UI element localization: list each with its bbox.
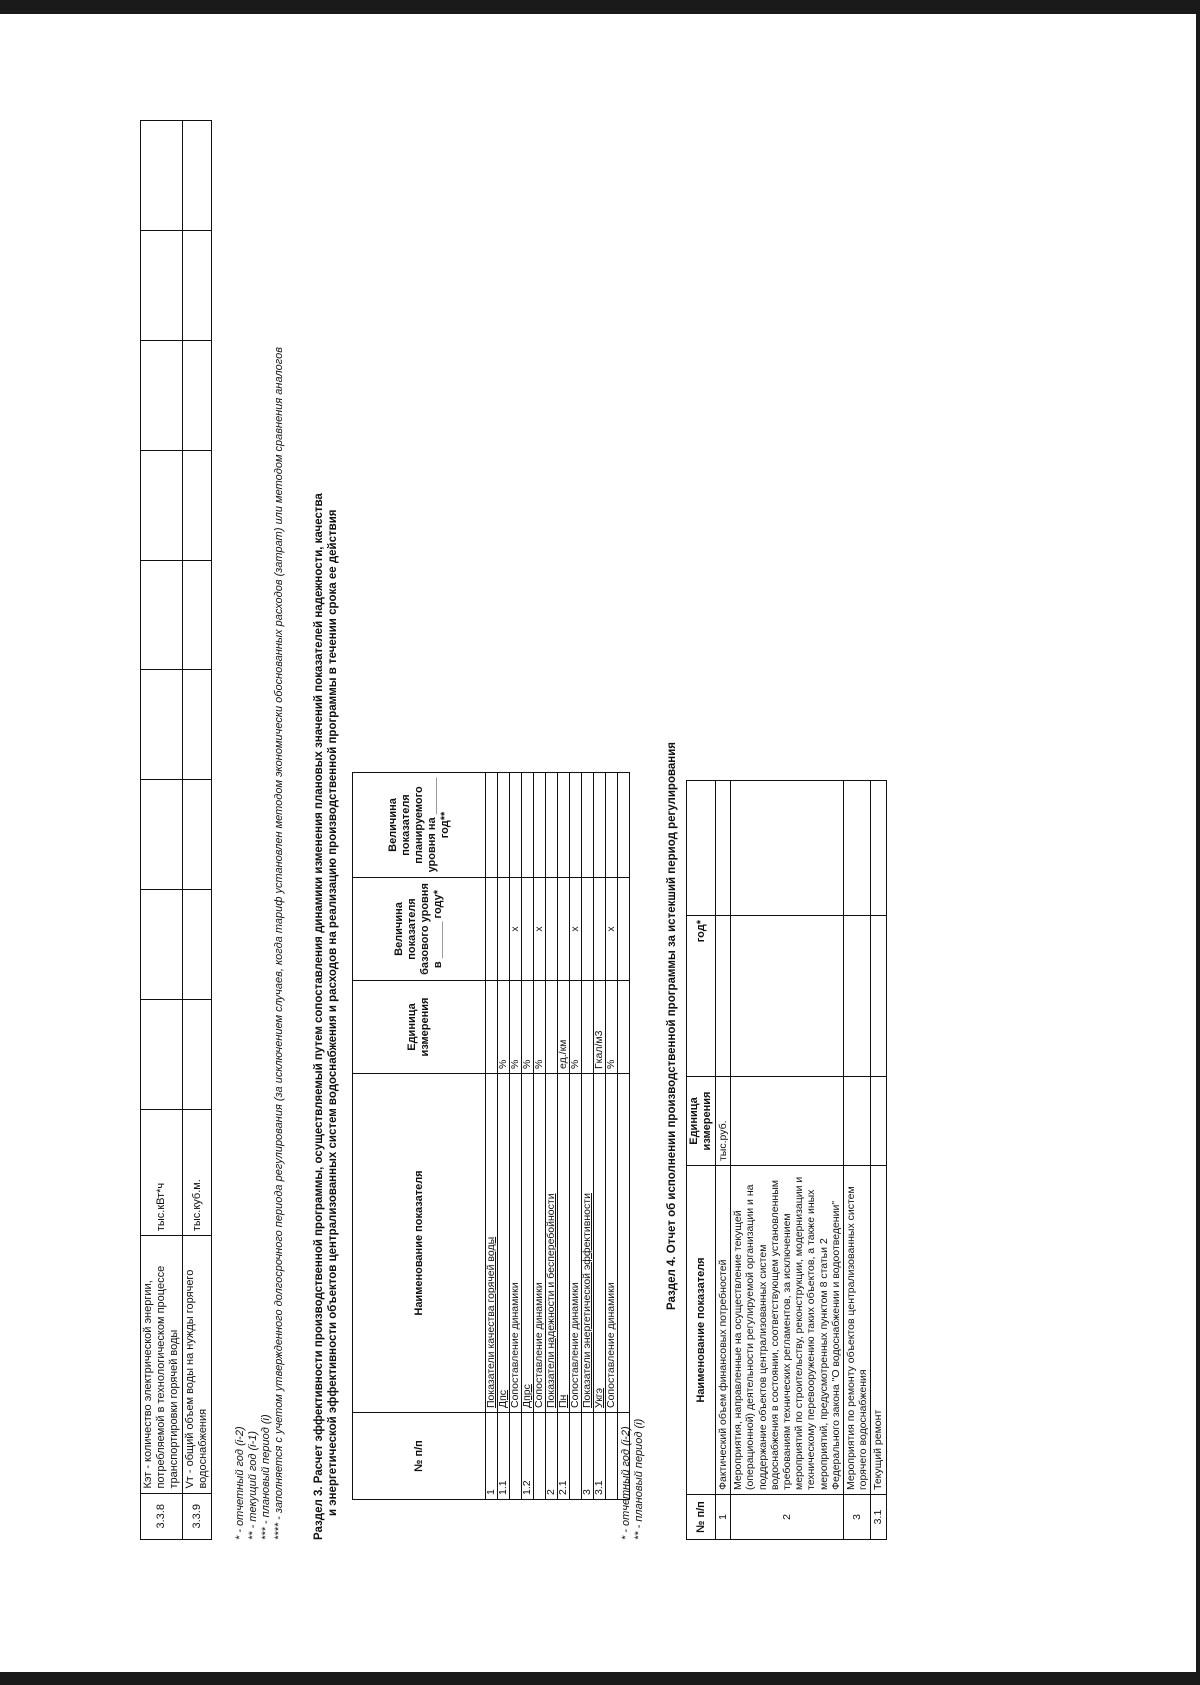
- row-plan-value: [486, 773, 498, 878]
- table-row: [731, 781, 844, 1540]
- row-unit: ед./км: [558, 981, 570, 1074]
- value-cell: [141, 670, 183, 780]
- row-number: 1.2: [522, 1413, 534, 1500]
- col-header-name: Наименование показателя: [687, 1166, 716, 1495]
- col-header-num: № п/п: [687, 1495, 716, 1540]
- row-name: Сопоставление динамики: [570, 1074, 582, 1413]
- row-name: Мероприятия, направленные на осуществление текущей (операционной) деятельности регулируемой организации и на поддержание объектов централизованных систем водоснабжения в состоянии, соответствующем установленным требованиям технических регламентов, за исключением мероприятий по строительству, реконструкции, модернизации и техническому перевооружению таких объектов, а также иных мероприятий, предусмотренных пунктом 8 статьи 2 Федерального закона "О водоснабжении и водоотведении": [731, 1166, 844, 1495]
- table-row: [618, 773, 630, 1500]
- row-unit: Гкал/м3: [594, 981, 606, 1074]
- row-year-value: [844, 916, 871, 1077]
- value-cell: [141, 890, 183, 1000]
- row-number: 1: [486, 1413, 498, 1500]
- row-name: Дпрс: [522, 1074, 534, 1413]
- row-base-value: х: [534, 878, 546, 981]
- row-plan-value: [618, 773, 630, 878]
- footnote: **** - заполняется с учетом утвержденного долгосрочного периода регулирования (за исключением случаев, когда тариф установлен методом экономически обоснованных расходов (затрат) или методом сравнения аналогов: [273, 347, 285, 1540]
- row-unit: %: [498, 981, 510, 1074]
- value-cell: [183, 1000, 212, 1110]
- value-cell: [141, 560, 183, 670]
- table-row: [558, 773, 570, 1500]
- value-cell: [141, 121, 183, 231]
- row-extra-value: [844, 781, 871, 916]
- table-header-row: [353, 773, 486, 1500]
- row-name: Сопоставление динамики: [534, 1074, 546, 1413]
- row-base-value: [546, 878, 558, 981]
- value-cell: [183, 890, 212, 1000]
- row-number: 2: [731, 1495, 844, 1540]
- row-name: Vт - общий объем воды на нужды горячего водоснабжения: [183, 1236, 212, 1493]
- row-name: Показатели качества горячей воды: [486, 1074, 498, 1413]
- row-number: 3.3.8: [141, 1493, 183, 1539]
- row-name: Пн: [558, 1074, 570, 1413]
- row-unit: %: [570, 981, 582, 1074]
- col-header-base: Величина показателя базового уровня в ______ году*: [353, 878, 486, 981]
- row-plan-value: [498, 773, 510, 878]
- row-unit: %: [522, 981, 534, 1074]
- table-row: [534, 773, 546, 1500]
- row-unit: %: [510, 981, 522, 1074]
- row-name: Укгэ: [594, 1074, 606, 1413]
- section-3-notes: [620, 1419, 646, 1540]
- row-plan-value: [546, 773, 558, 878]
- rotated-document-page: [140, 120, 1180, 1540]
- row-unit: тыс.кВт*ч: [141, 1109, 183, 1235]
- row-plan-value: [606, 773, 618, 878]
- row-number: [606, 1413, 618, 1500]
- row-plan-value: [594, 773, 606, 878]
- row-extra-value: [716, 781, 731, 916]
- row-unit: [486, 981, 498, 1074]
- row-base-value: [558, 878, 570, 981]
- row-extra-value: [871, 781, 886, 916]
- row-name: Фактический объем финансовых потребностей: [716, 1166, 731, 1495]
- row-year-value: [716, 916, 731, 1077]
- section-3-title-line: и энергетической эффективности объектов централизованных систем водоснабжения и расходов на реализацию производственной программы в течении срока ее действия: [327, 509, 339, 1516]
- row-name: Сопоставление динамики: [606, 1074, 618, 1413]
- scan-edge-bottom: [0, 1672, 1200, 1685]
- section-3-table: [352, 772, 630, 1500]
- row-base-value: [498, 878, 510, 981]
- row-number: 1.1: [498, 1413, 510, 1500]
- row-number: 3.1: [871, 1495, 886, 1540]
- value-cell: [141, 450, 183, 560]
- row-unit: [618, 981, 630, 1074]
- col-header-extra: [687, 781, 716, 916]
- row-number: 3.1: [594, 1413, 606, 1500]
- row-base-value: [522, 878, 534, 981]
- row-name: Сопоставление динамики: [510, 1074, 522, 1413]
- footnote: ** - текущий год (i-1): [247, 1430, 259, 1540]
- value-cell: [183, 450, 212, 560]
- row-unit: тыс.куб.м.: [183, 1109, 212, 1235]
- col-header-unit: Единица измерения: [353, 981, 486, 1074]
- table-row: [716, 781, 731, 1540]
- footnote: *** - плановый период (i): [260, 1414, 272, 1540]
- scan-edge-right: [1196, 0, 1200, 1685]
- value-cell: [141, 1000, 183, 1110]
- footnote: * - отчетный год (i-2): [234, 1426, 246, 1540]
- row-number: 3.3.9: [183, 1493, 212, 1539]
- row-base-value: [582, 878, 594, 981]
- row-unit: тыс.руб.: [716, 1077, 731, 1166]
- row-unit: [546, 981, 558, 1074]
- row-plan-value: [558, 773, 570, 878]
- row-year-value: [731, 916, 844, 1077]
- row-base-value: [594, 878, 606, 981]
- value-cell: [183, 340, 212, 450]
- row-name: [618, 1074, 630, 1413]
- row-number: 1: [716, 1495, 731, 1540]
- row-base-value: х: [606, 878, 618, 981]
- value-cell: [141, 230, 183, 340]
- table-row: [510, 773, 522, 1500]
- row-plan-value: [522, 773, 534, 878]
- table-row: [606, 773, 618, 1500]
- table-row: [570, 773, 582, 1500]
- col-header-name: Наименование показателя: [353, 1074, 486, 1413]
- value-cell: [183, 121, 212, 231]
- table-row: [844, 781, 871, 1540]
- section-3-title-line: Раздел 3. Расчет эффективности производственной программы, осуществляемый путем сопоставления динамики изменения плановых значений показателей надежности, качества: [313, 493, 325, 1540]
- row-base-value: х: [510, 878, 522, 981]
- row-name: Кэт - количество электрической энергии, потребляемой в технологическом процессе транспортировки горячей воды: [141, 1236, 183, 1493]
- footnote: * - отчетный год (i-2): [620, 1426, 632, 1540]
- row-unit: %: [606, 981, 618, 1074]
- table-row: [594, 773, 606, 1500]
- col-header-year: год*: [687, 916, 716, 1077]
- value-cell: [183, 670, 212, 780]
- row-name: Показатели надежности и бесперебойности: [546, 1074, 558, 1413]
- table-row: [486, 773, 498, 1500]
- row-name: Мероприятия по ремонту объектов централизованных систем горячего водоснабжения: [844, 1166, 871, 1495]
- section-3-title: [312, 260, 340, 1540]
- table-header-row: [687, 781, 716, 1540]
- row-unit: [844, 1077, 871, 1166]
- prev-section-notes: [234, 240, 286, 1540]
- row-extra-value: [731, 781, 844, 916]
- row-number: 2: [546, 1413, 558, 1500]
- col-header-num: № п/п: [353, 1413, 486, 1500]
- row-plan-value: [570, 773, 582, 878]
- value-cell: [141, 340, 183, 450]
- table-row: [582, 773, 594, 1500]
- section-4-table: [686, 780, 887, 1540]
- table-row: [546, 773, 558, 1500]
- col-header-unit: Единица измерения: [687, 1077, 716, 1166]
- row-plan-value: [510, 773, 522, 878]
- value-cell: [183, 560, 212, 670]
- row-number: 2.1: [558, 1413, 570, 1500]
- row-plan-value: [582, 773, 594, 878]
- table-row: [871, 781, 886, 1540]
- row-name: Дпс: [498, 1074, 510, 1413]
- table-row: [522, 773, 534, 1500]
- value-cell: [141, 780, 183, 890]
- prev-section-table: [140, 120, 212, 1540]
- row-base-value: [618, 878, 630, 981]
- row-unit: [871, 1077, 886, 1166]
- row-name: Текущий ремонт: [871, 1166, 886, 1495]
- row-number: [534, 1413, 546, 1500]
- row-number: 3: [582, 1413, 594, 1500]
- scan-edge-top: [0, 0, 1200, 14]
- row-unit: [731, 1077, 844, 1166]
- row-plan-value: [534, 773, 546, 878]
- row-unit: %: [534, 981, 546, 1074]
- footnote: ** - плановый период (i): [633, 1418, 645, 1540]
- row-name: Показатели энергетической эффективности: [582, 1074, 594, 1413]
- value-cell: [183, 230, 212, 340]
- row-base-value: [486, 878, 498, 981]
- table-row: [498, 773, 510, 1500]
- row-base-value: х: [570, 878, 582, 981]
- row-unit: [582, 981, 594, 1074]
- table-row: [183, 121, 212, 1540]
- table-row: [141, 121, 183, 1540]
- col-header-plan: Величина показателя планируемого уровня на ______ год**: [353, 773, 486, 878]
- row-number: [570, 1413, 582, 1500]
- section-4-title: Раздел 4. Отчет об исполнении производственной программы за истекший период регулирования: [666, 741, 678, 1310]
- row-number: [510, 1413, 522, 1500]
- row-year-value: [871, 916, 886, 1077]
- row-number: 3: [844, 1495, 871, 1540]
- value-cell: [183, 780, 212, 890]
